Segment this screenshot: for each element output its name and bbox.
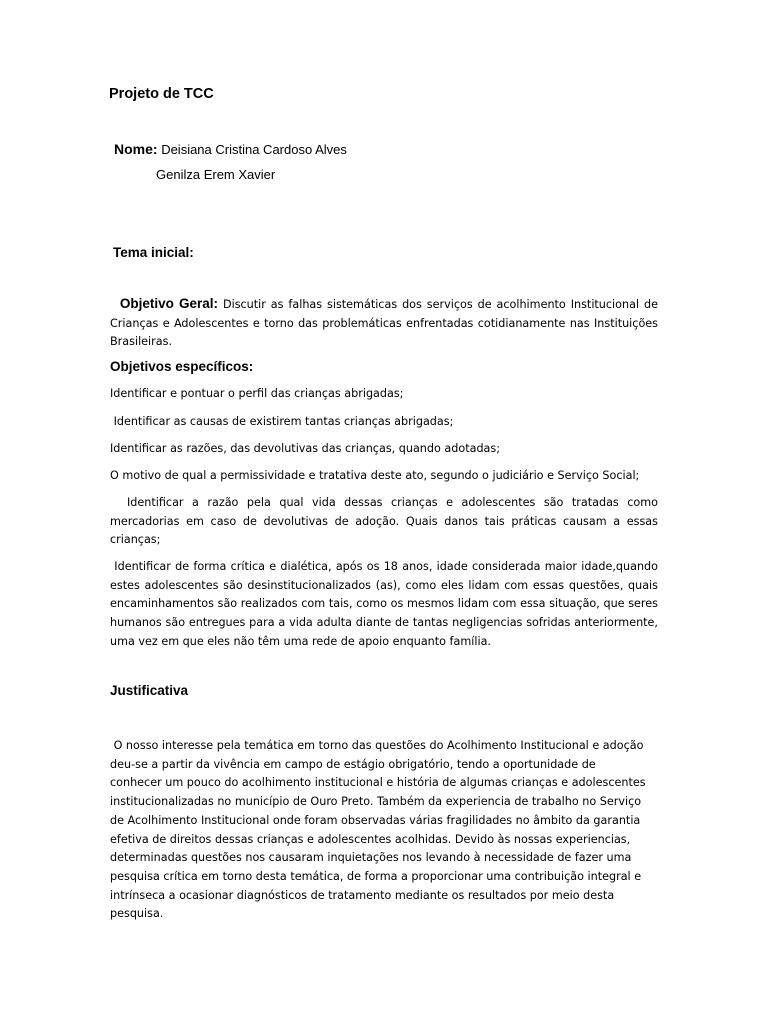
objetivo-geral-label: Objetivo Geral:	[119, 296, 219, 311]
objetivo-especifico-3: Identificar as razões, das devolutivas das crianças, quando adotadas;	[110, 442, 500, 455]
objetivo-especifico-5-text: Identificar a razão pela qual vida dessas crianças e adolescentes são tratadas como mercadorias em caso de devolutivas de adoção. Quais danos tais práticas causam a essas crianças;	[110, 496, 658, 547]
objetivo-geral-paragraph	[110, 295, 658, 352]
objetivo-especifico-1: Identificar e pontuar o perfil das crianças abrigadas;	[110, 387, 404, 400]
author-name-1: Deisiana Cristina Cardoso Alves	[161, 142, 347, 157]
author-name-2: Genilza Erem Xavier	[156, 167, 276, 182]
document-title: Projeto de TCC	[109, 86, 214, 102]
name-label: Nome:	[114, 141, 158, 157]
justificativa-paragraph	[110, 737, 650, 924]
name-line-1	[114, 141, 347, 157]
name-line-2	[156, 167, 275, 182]
objetivo-especifico-5	[110, 494, 658, 550]
objetivo-especifico-6	[110, 558, 658, 652]
objetivo-especifico-4: O motivo de qual a permissividade e tratativa deste ato, segundo o judiciário e Serviço Social;	[110, 469, 640, 482]
objetivo-especifico-2	[110, 413, 658, 432]
tema-inicial-heading: Tema inicial:	[113, 245, 194, 260]
objetivo-geral-text: Discutir as falhas sistemáticas dos serviços de acolhimento Institucional de Crianças e Adolescentes e torno das problemáticas enfrentadas cotidianamente nas Instituições Brasileiras.	[110, 298, 658, 349]
justificativa-heading: Justificativa	[110, 683, 189, 698]
objetivos-especificos-heading: Objetivos específicos:	[110, 359, 254, 374]
objetivo-especifico-6-text: Identificar de forma crítica e dialética, após os 18 anos, idade considerada maior idade,quando estes adolescentes são desinstitucionalizados (as), como eles lidam com essas questões, quais encaminhamentos são realizados com tais, como os mesmos lidam com essa situação, que seres humanos são entregues para a vida adulta diante de tantas negligencias sofridas anteriormente, uma vez em que eles não têm uma rede de apoio enquanto família.	[110, 560, 658, 648]
justificativa-text: O nosso interesse pela temática em torno das questões do Acolhimento Institucional e adoção deu-se a partir da vivência em campo de estágio obrigatório, tendo a oportunidade de conhecer um pouco do acolhimento institucional e história de algumas crianças e adolescentes institucionalizadas no município de Ouro Preto. Também da experiencia de trabalho no Serviço de Acolhimento Institucional onde foram observadas várias fragilidades no âmbito da garantia efetiva de direitos dessas crianças e adolescentes acolhidas. Devido às nossas experiencias, determinadas questões nos causaram inquietações nos levando à necessidade de fazer uma pesquisa crítica em torno desta temática, de forma a proporcionar uma contribuição integral e intrínseca a ocasionar diagnósticos de tratamento mediante os resultados por meio desta pesquisa.	[110, 739, 646, 921]
objetivo-especifico-2-text: Identificar as causas de existirem tantas crianças abrigadas;	[113, 415, 454, 428]
